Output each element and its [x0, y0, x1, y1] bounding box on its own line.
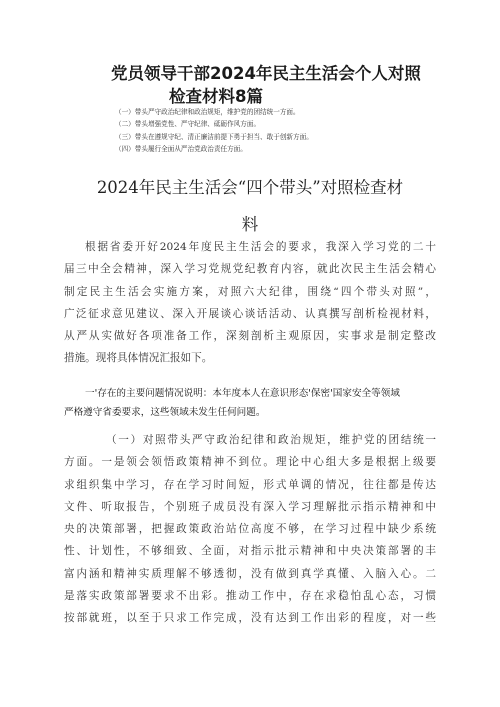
toc-item: （一）带头严守政治纪律和政治规矩，维护党的团结统一方面。 — [115, 108, 300, 116]
paragraph-line: （一）对照带头严守政治纪律和政治规矩，维护党的团结统一 — [106, 434, 436, 446]
document-title-line-2: 检查材料8篇 — [169, 87, 263, 106]
paragraph-line: 求组织集中学习，存在学习时间短，形式单调的情况，往往都是传达 — [64, 478, 436, 491]
section-heading — [60, 169, 440, 243]
paragraph-line: 从严从实做好各项准备工作，深刻剖析主观原因，实事求是制定整改 — [64, 330, 436, 343]
toc-item: （二）带头增强党性、严守纪律、砥砺作风方面。 — [115, 120, 261, 129]
paragraph-line: 方面。一是领会领悟政策精神不到位。理论中心组大多是根据上级要 — [64, 456, 436, 469]
note-line: 一'存在的主要问题情况说明：本年度本人在意识形态'保密'国家安全等领域 — [85, 388, 400, 399]
toc-item: （四）带头履行全面从严治党政治责任方面。 — [115, 145, 247, 154]
paragraph-line: 性、计划性，不够细致、全面，对指示批示精神和中央决策部署的丰 — [64, 545, 436, 558]
toc-item: （三）带头在遵规守纪、清正廉洁前提下勇于担当、敢于创新方面。 — [115, 132, 313, 141]
table-of-contents — [115, 106, 445, 156]
problem-statement-note — [64, 385, 436, 422]
paragraph-line: 是落实政策部署要求不出彩。推动工作中，存在求稳怕乱心态，习惯 — [64, 590, 436, 603]
note-line: 严格遵守省委要求，这些领域未发生任何问题。 — [64, 406, 266, 418]
paragraph-line: 文件、听取报告，个别班子成员没有深入学习理解批示指示精神和中 — [64, 500, 436, 513]
document-title — [105, 62, 445, 108]
document-title-line-1: 党员领导干部2024年民主生活会个人对照 — [111, 64, 421, 83]
section-heading-line-2: 料 — [241, 215, 259, 234]
paragraph-line: 广泛征求意见建议、深入开展谈心谈话活动、认真撰写剖析检视材料， — [64, 307, 436, 320]
paragraph-line: 根据省委开好2024年度民主生活会的要求，我深入学习党的二十 — [85, 241, 436, 253]
paragraph-line: 按部就班，以至于只求工作完成，没有达到工作出彩的程度，对一些 — [64, 612, 436, 625]
paragraph-line: 措施。现将具体情况汇报如下。 — [64, 352, 213, 365]
section-heading-line-1: 2024年民主生活会“四个带头”对照检查材 — [96, 178, 404, 197]
paragraph-line: 央的决策部署，把握政策政治站位高度不够，在学习过程中缺少系统 — [64, 523, 436, 536]
paragraph-line: 制定民主生活会实施方案，对照六大纪律，围绕“四个带头对照”， — [64, 285, 436, 298]
intro-paragraph — [64, 236, 436, 370]
paragraph-line: 富内涵和精神实质理解不够透彻，没有做到真学真懂、入脑入心。二 — [64, 567, 436, 580]
paragraph-line: 届三中全会精神，深入学习党规党纪教育内容，就此次民主生活会精心 — [64, 263, 436, 276]
section-one-paragraph — [64, 429, 436, 630]
